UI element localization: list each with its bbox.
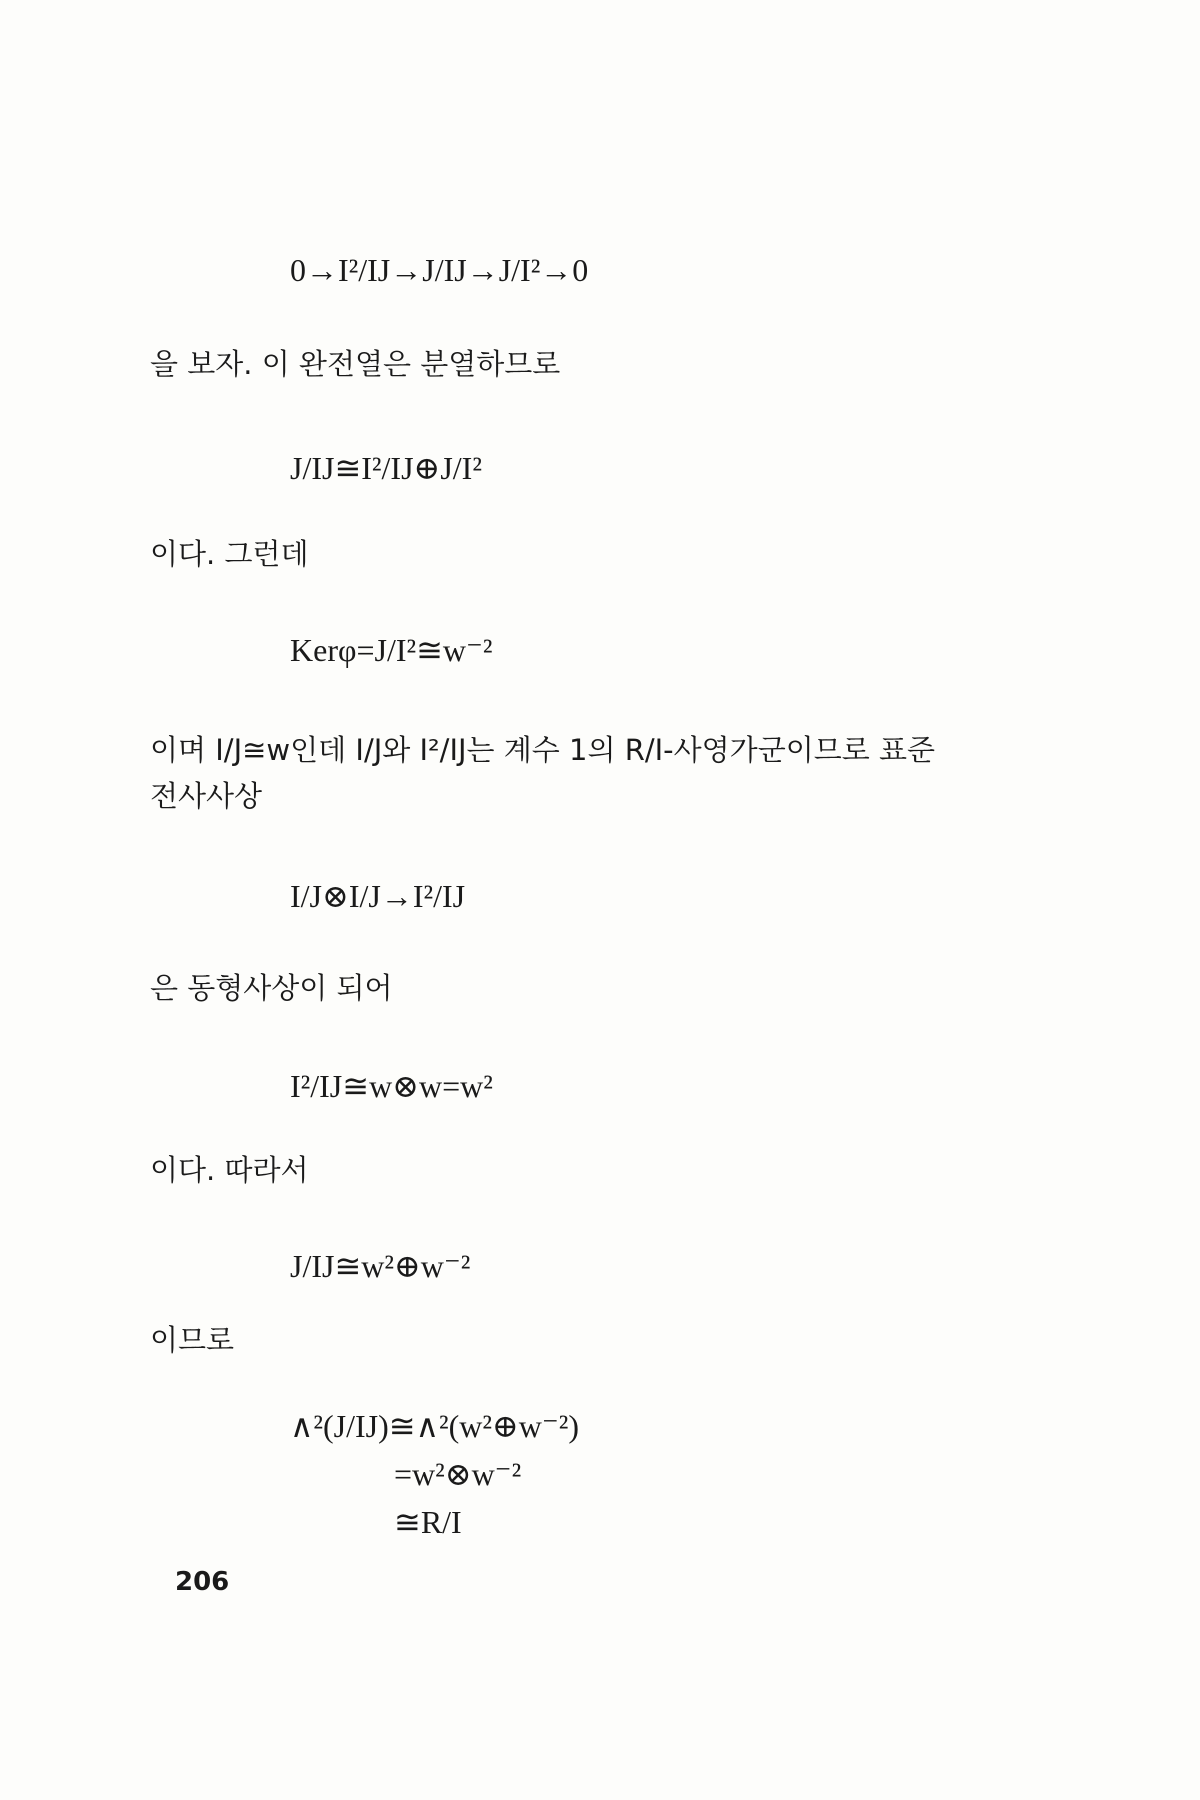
equation-exterior-3: ≅R/I: [394, 1504, 462, 1540]
text-line-5: 이다. 따라서: [150, 1153, 309, 1187]
equation-exterior-1: ∧²(J/IJ)≅∧²(w²⊕w⁻²): [290, 1408, 580, 1444]
text-line-4: 은 동형사상이 되어: [150, 971, 393, 1005]
page-number: 206: [175, 1567, 230, 1597]
text-line-3b: 전사사상: [150, 779, 263, 813]
text-line-2: 이다. 그런데: [150, 537, 309, 571]
equation-exterior-2: =w²⊗w⁻²: [394, 1456, 522, 1492]
equation-exact-sequence: 0→I²/IJ→J/IJ→J/I²→0: [290, 252, 589, 288]
equation-direct-sum: J/IJ≅I²/IJ⊕J/I²: [290, 450, 482, 486]
text-line-6: 이므로: [150, 1323, 235, 1357]
text-line-3a: 이며 I/J≅w인데 I/J와 I²/IJ는 계수 1의 R/I-사영가군이므로 표준: [150, 733, 935, 767]
equation-kernel: Kerφ=J/I²≅w⁻²: [290, 632, 493, 668]
equation-iso-w-squared: I²/IJ≅w⊗w=w²: [290, 1068, 493, 1104]
text-line-1: 을 보자. 이 완전열은 분열하므로: [150, 347, 561, 381]
equation-tensor-map: I/J⊗I/J→I²/IJ: [290, 878, 466, 914]
equation-j-ij: J/IJ≅w²⊕w⁻²: [290, 1248, 471, 1284]
